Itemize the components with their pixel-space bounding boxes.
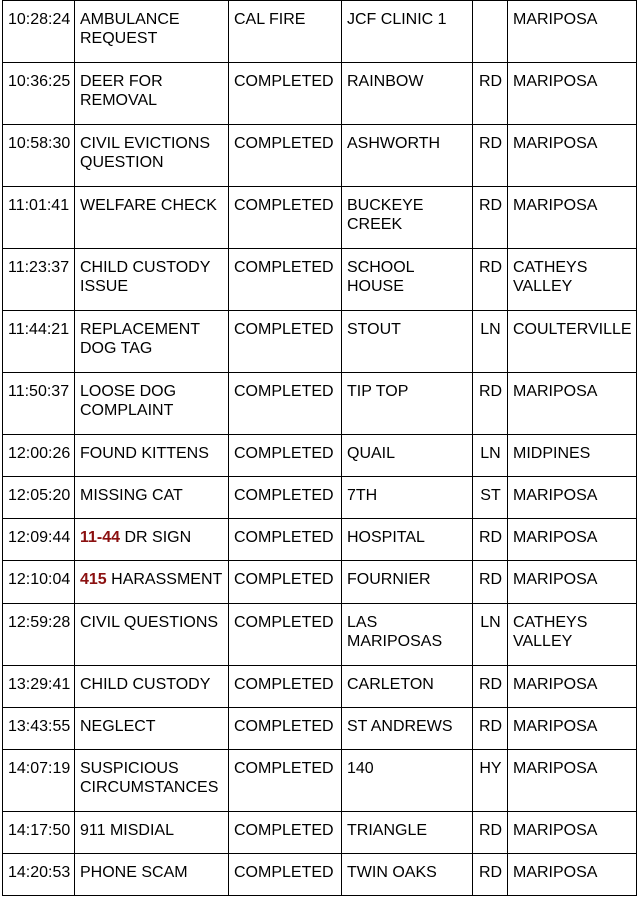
radio-code: 11-44 <box>80 529 121 546</box>
call-type-cell <box>75 477 229 519</box>
street-suffix-cell: RD <box>473 708 508 750</box>
street-suffix-cell: LN <box>473 604 508 666</box>
street-cell: JCF CLINIC 1 <box>342 1 473 63</box>
call-type-label: HARASSMENT <box>106 571 223 588</box>
street-suffix-cell: RD <box>473 854 508 896</box>
street-suffix-cell: RD <box>473 561 508 604</box>
call-type-cell <box>75 373 229 435</box>
table-row <box>3 812 637 854</box>
disposition-cell: COMPLETED <box>229 750 342 812</box>
street-suffix-cell: RD <box>473 187 508 249</box>
disposition-cell: COMPLETED <box>229 561 342 604</box>
call-type-cell <box>75 125 229 187</box>
call-type-label: AMBULANCE REQUEST <box>80 11 185 47</box>
city-cell: MARIPOSA <box>508 666 637 708</box>
call-type-label: WELFARE CHECK <box>80 197 217 214</box>
city-cell: COULTERVILLE <box>508 311 637 373</box>
disposition-cell: COMPLETED <box>229 812 342 854</box>
disposition-cell: COMPLETED <box>229 854 342 896</box>
street-cell: RAINBOW <box>342 63 473 125</box>
table-row <box>3 63 637 125</box>
time-cell: 12:00:26 <box>3 435 75 477</box>
city-cell: MARIPOSA <box>508 373 637 435</box>
disposition-cell: COMPLETED <box>229 435 342 477</box>
table-row <box>3 125 637 187</box>
call-type-label: CHILD CUSTODY <box>80 676 211 693</box>
call-log-table <box>2 0 637 896</box>
city-cell: MARIPOSA <box>508 63 637 125</box>
call-type-label: CHILD CUSTODY ISSUE <box>80 259 215 295</box>
call-type-cell <box>75 249 229 311</box>
call-type-cell <box>75 812 229 854</box>
city-cell: MARIPOSA <box>508 125 637 187</box>
time-cell: 10:28:24 <box>3 1 75 63</box>
table-row <box>3 477 637 519</box>
table-row <box>3 1 637 63</box>
call-type-cell <box>75 519 229 561</box>
city-cell: MARIPOSA <box>508 519 637 561</box>
time-cell: 14:17:50 <box>3 812 75 854</box>
table-row <box>3 750 637 812</box>
street-cell: 140 <box>342 750 473 812</box>
disposition-cell: COMPLETED <box>229 249 342 311</box>
radio-code: 415 <box>80 571 107 588</box>
disposition-cell: COMPLETED <box>229 604 342 666</box>
disposition-cell: COMPLETED <box>229 708 342 750</box>
city-cell: CATHEYS VALLEY <box>508 249 637 311</box>
street-cell: HOSPITAL <box>342 519 473 561</box>
call-type-cell <box>75 666 229 708</box>
call-type-label: FOUND KITTENS <box>80 445 209 462</box>
disposition-cell: COMPLETED <box>229 63 342 125</box>
table-row <box>3 519 637 561</box>
disposition-cell: CAL FIRE <box>229 1 342 63</box>
street-suffix-cell: RD <box>473 125 508 187</box>
street-cell: ASHWORTH <box>342 125 473 187</box>
call-type-label: LOOSE DOG COMPLAINT <box>80 383 181 419</box>
street-cell: STOUT <box>342 311 473 373</box>
street-cell: SCHOOL HOUSE <box>342 249 473 311</box>
disposition-cell: COMPLETED <box>229 666 342 708</box>
call-type-cell <box>75 604 229 666</box>
time-cell: 11:01:41 <box>3 187 75 249</box>
street-cell: CARLETON <box>342 666 473 708</box>
street-suffix-cell: RD <box>473 666 508 708</box>
city-cell: MARIPOSA <box>508 812 637 854</box>
table-row <box>3 854 637 896</box>
disposition-cell: COMPLETED <box>229 125 342 187</box>
street-suffix-cell <box>473 1 508 63</box>
disposition-cell: COMPLETED <box>229 519 342 561</box>
time-cell: 11:44:21 <box>3 311 75 373</box>
call-type-cell <box>75 854 229 896</box>
street-suffix-cell: LN <box>473 435 508 477</box>
time-cell: 12:10:04 <box>3 561 75 604</box>
call-type-cell <box>75 63 229 125</box>
street-cell: 7TH <box>342 477 473 519</box>
city-cell: MARIPOSA <box>508 561 637 604</box>
city-cell: MARIPOSA <box>508 477 637 519</box>
street-cell: TIP TOP <box>342 373 473 435</box>
time-cell: 12:09:44 <box>3 519 75 561</box>
city-cell: MIDPINES <box>508 435 637 477</box>
table-row <box>3 311 637 373</box>
city-cell: MARIPOSA <box>508 750 637 812</box>
time-cell: 13:43:55 <box>3 708 75 750</box>
table-row <box>3 708 637 750</box>
city-cell: MARIPOSA <box>508 1 637 63</box>
street-cell: FOURNIER <box>342 561 473 604</box>
call-type-label: DR SIGN <box>120 529 192 546</box>
call-type-label: 911 MISDIAL <box>80 822 174 839</box>
table-row <box>3 249 637 311</box>
street-suffix-cell: RD <box>473 519 508 561</box>
table-row <box>3 187 637 249</box>
table-row <box>3 373 637 435</box>
street-suffix-cell: HY <box>473 750 508 812</box>
city-cell: CATHEYS VALLEY <box>508 604 637 666</box>
call-type-cell <box>75 187 229 249</box>
time-cell: 14:20:53 <box>3 854 75 896</box>
call-type-label: CIVIL EVICTIONS QUESTION <box>80 135 215 171</box>
street-suffix-cell: RD <box>473 812 508 854</box>
call-type-cell <box>75 708 229 750</box>
time-cell: 12:05:20 <box>3 477 75 519</box>
call-type-label: MISSING CAT <box>80 487 183 504</box>
street-suffix-cell: LN <box>473 311 508 373</box>
call-type-label: CIVIL QUESTIONS <box>80 614 219 631</box>
time-cell: 10:58:30 <box>3 125 75 187</box>
call-type-cell <box>75 561 229 604</box>
table-row <box>3 666 637 708</box>
street-cell: QUAIL <box>342 435 473 477</box>
city-cell: MARIPOSA <box>508 708 637 750</box>
table-row <box>3 561 637 604</box>
street-cell: TRIANGLE <box>342 812 473 854</box>
table-row <box>3 435 637 477</box>
time-cell: 11:23:37 <box>3 249 75 311</box>
disposition-cell: COMPLETED <box>229 187 342 249</box>
call-type-label: PHONE SCAM <box>80 864 188 881</box>
street-suffix-cell: RD <box>473 249 508 311</box>
time-cell: 13:29:41 <box>3 666 75 708</box>
call-type-cell <box>75 1 229 63</box>
disposition-cell: COMPLETED <box>229 311 342 373</box>
call-type-cell <box>75 311 229 373</box>
call-type-label: DEER FOR REMOVAL <box>80 73 168 109</box>
table-row <box>3 604 637 666</box>
call-type-label: REPLACEMENT DOG TAG <box>80 321 205 357</box>
street-suffix-cell: ST <box>473 477 508 519</box>
call-log-body <box>3 1 637 896</box>
street-cell: LAS MARIPOSAS <box>342 604 473 666</box>
street-suffix-cell: RD <box>473 373 508 435</box>
call-type-cell <box>75 435 229 477</box>
disposition-cell: COMPLETED <box>229 373 342 435</box>
disposition-cell: COMPLETED <box>229 477 342 519</box>
city-cell: MARIPOSA <box>508 854 637 896</box>
street-cell: TWIN OAKS <box>342 854 473 896</box>
time-cell: 10:36:25 <box>3 63 75 125</box>
time-cell: 11:50:37 <box>3 373 75 435</box>
time-cell: 14:07:19 <box>3 750 75 812</box>
call-type-cell <box>75 750 229 812</box>
time-cell: 12:59:28 <box>3 604 75 666</box>
call-type-label: SUSPICIOUS CIRCUMSTANCES <box>80 760 219 796</box>
street-suffix-cell: RD <box>473 63 508 125</box>
street-cell: ST ANDREWS <box>342 708 473 750</box>
call-type-label: NEGLECT <box>80 718 156 735</box>
street-cell: BUCKEYE CREEK <box>342 187 473 249</box>
city-cell: MARIPOSA <box>508 187 637 249</box>
